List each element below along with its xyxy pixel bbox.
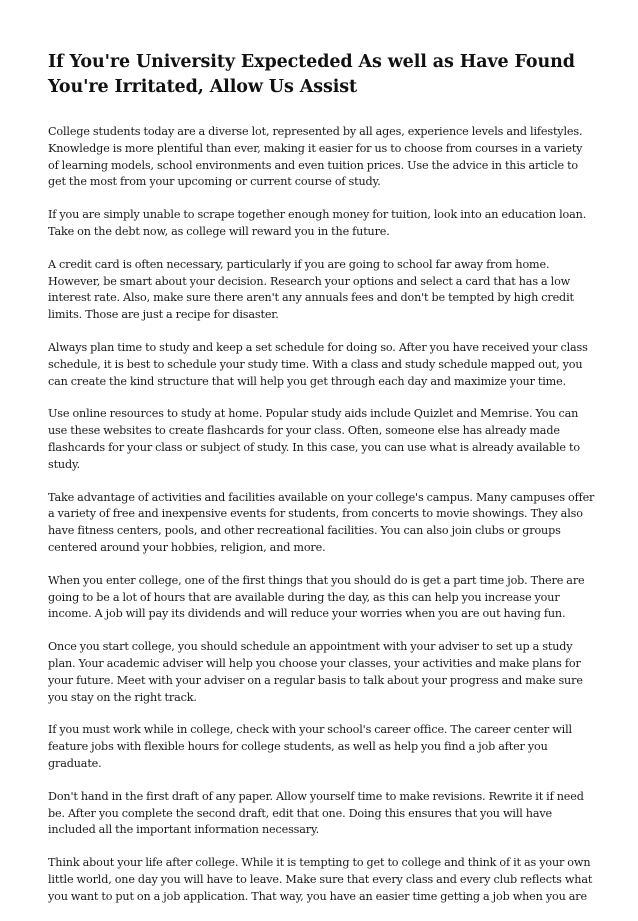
document-title: If You're University Expecteded As well as Have Found You're Irritated, Allow Us Assist — [48, 52, 575, 97]
paragraph-credit-card: A credit card is often necessary, particularly if you are going to school far away from home. However, be smart about your decision. Research your options and select a card that has a low interest rate. Also, make sure there aren't any annuals fees and don't be tempted by high credit limits. Those are just a recipe for disaster. — [48, 257, 574, 322]
paragraph-college-students: College students today are a diverse lot, represented by all ages, experience levels and lifestyles. Knowledge is more plentiful than ever, making it easier for us to choose from courses in a variety of learning models, school environments and even tuition prices. Use the advice in this article to get the most from your upcoming or current course of study. — [48, 125, 583, 189]
paragraph-online-resources: Use online resources to study at home. Popular study aids include Quizlet and Memrise. You can use these websites to create flashcards for your class. Often, someone else has already made flashcards for your class or subject of study. In this case, you can use what is already available to study. — [48, 407, 580, 471]
paragraph-part-time-job: When you enter college, one of the first things that you should do is get a part time job. There are going to be a lot of hours that are available during the day, as this can help you increase your income. A job will pay its dividends and will reduce your worries when you are out having fun. — [48, 573, 585, 621]
paragraph-life-after-college: Think about your life after college. While it is tempting to get to college and think of it as your own little world, one day you will have to leave. Make sure that every class and every club reflects what you want to put on a job application. That way, you have an easier time getting a job when you are — [48, 856, 593, 903]
paragraph-first-draft: Don't hand in the first draft of any paper. Allow yourself time to make revisions. Rewrite it if need be. After you complete the second draft, edit that one. Doing this ensures that you will have included all the important information necessary. — [48, 789, 584, 837]
paragraph-education-loan: If you are simply unable to scrape together enough money for tuition, look into an education loan. Take on the debt now, as college will reward you in the future. — [48, 208, 587, 238]
paragraph-career-office: If you must work while in college, check with your school's career office. The career center will feature jobs with flexible hours for college students, as well as help you find a job after you graduate. — [48, 723, 572, 770]
paragraph-study-schedule: Always plan time to study and keep a set schedule for doing so. After you have received your class schedule, it is best to schedule your study time. With a class and study schedule mapped out, you can create the kind structure that will help you get through each day and maximize your time. — [48, 340, 588, 388]
document-body — [48, 124, 596, 921]
paragraph-adviser: Once you start college, you should schedule an appointment with your adviser to set up a study plan. Your academic adviser will help you choose your classes, your activities and make plans for your future. Meet with your adviser on a regular basis to talk about your progress and make sure you stay on the right track. — [48, 640, 583, 704]
paragraph-campus-activities: Take advantage of activities and facilities available on your college's campus. Many campuses offer a variety of free and inexpensive events for students, from concerts to movie showings. They also have fitness centers, pools, and other recreational facilities. You can also join clubs or groups centered around your hobbies, religion, and more. — [48, 490, 595, 554]
